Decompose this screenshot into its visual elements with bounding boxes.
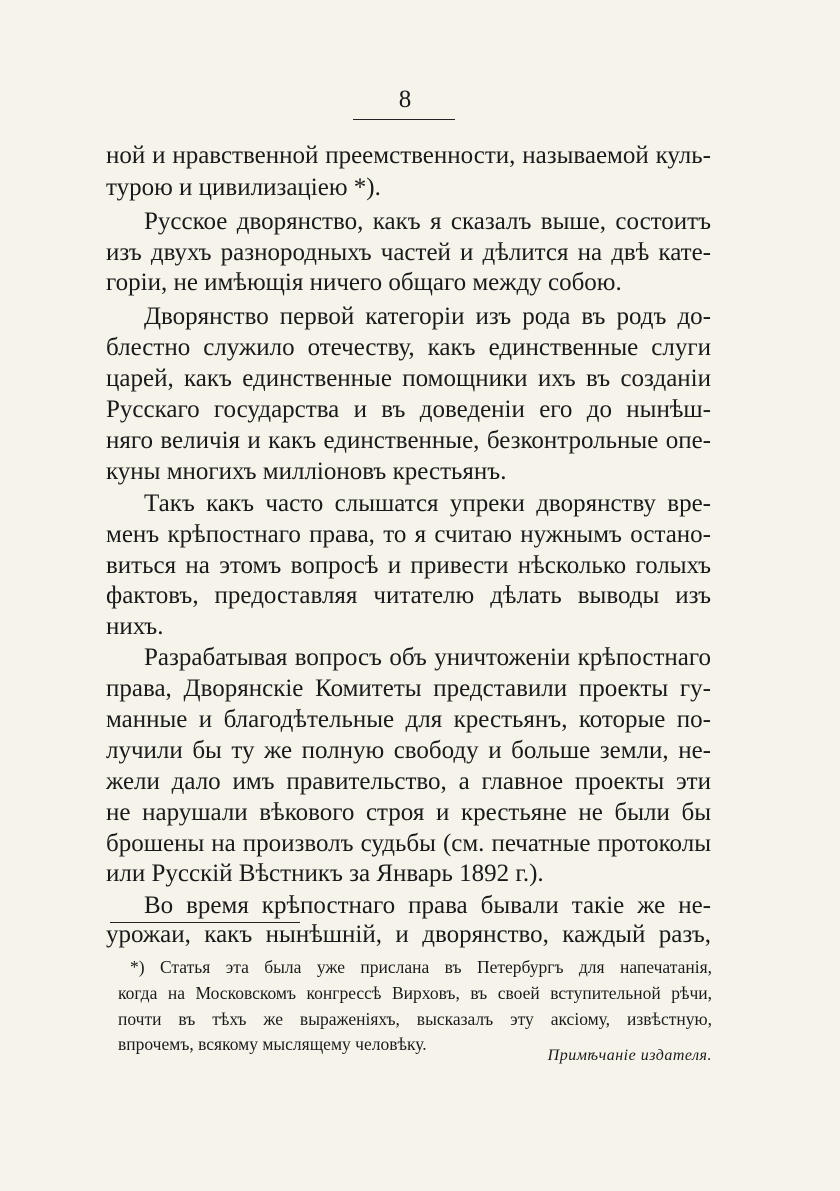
text-line: царей, какъ единственные помощники ихъ въ созданiи — [106, 365, 711, 392]
text-line: нихъ. — [106, 613, 164, 640]
text-line: Разрабатывая вопросъ объ уничтоженiи крѣпостнаго — [144, 644, 711, 671]
text-line: урожаи, какъ нынѣшнiй, и дворянство, каждый разъ, — [106, 921, 711, 948]
footnote-line: почти въ тѣхъ же выраженiяхъ, высказалъ эту аксiому, извѣстную, — [118, 1009, 712, 1029]
text-line: Такъ какъ часто слышатся упреки дворянству вре- — [144, 490, 711, 517]
footnote-rule — [110, 922, 300, 923]
text-line: жели дало имъ правительство, а главное проекты эти — [106, 768, 711, 795]
text-line: Русское дворянство, какъ я сказалъ выше, состоитъ — [144, 208, 711, 235]
text-line: или Русскiй Вѣстникъ за Январь 1892 г.). — [106, 860, 544, 887]
footnote-attribution: Примѣчанiе издателя. — [547, 1047, 712, 1064]
text-line: изъ двухъ разнородныхъ частей и дѣлится на двѣ кате- — [106, 239, 711, 266]
text-line: манные и благодѣтельные для крестьянъ, которые по- — [106, 706, 711, 733]
text-line: фактовъ, предоставляя читателю дѣлать выводы изъ — [106, 582, 711, 609]
text-line: турою и цивилизацiею *). — [106, 174, 381, 201]
text-line: куны многихъ миллiоновъ крестьянъ. — [106, 458, 507, 485]
text-line: брошены на произволъ судьбы (см. печатные протоколы — [106, 830, 711, 857]
text-line: няго величiя и какъ единственные, безконтрольные опе- — [106, 427, 711, 454]
text-line: горiи, не имѣющiя ничего общаго между собою. — [106, 269, 622, 296]
text-line: блестно служило отечеству, какъ единственные слуги — [106, 334, 711, 361]
text-line: не нарушали вѣкового строя и крестьяне не были бы — [106, 799, 711, 826]
footnote-line: впрочемъ, всякому мыслящему человѣку. — [118, 1034, 427, 1054]
text-line: Во время крѣпостнаго права бывали такiе же не- — [144, 892, 711, 919]
text-line: ной и нравственной преемственности, называемой куль- — [106, 142, 711, 169]
text-line: Русскаго государства и въ доведенiи его до нынѣш- — [106, 396, 711, 423]
text-line: права, Дворянскiе Комитеты представили проекты гу- — [106, 675, 711, 702]
footnote-line: *) Статья эта была уже прислана въ Петербургъ для напечатанiя, — [130, 957, 712, 977]
text-line: лучили бы ту же полную свободу и больше земли, не- — [106, 737, 711, 764]
text-line: виться на этомъ вопросѣ и привести нѣсколько голыхъ — [106, 552, 711, 579]
text-line: менъ крѣпостнаго права, то я считаю нужнымъ остано- — [106, 521, 711, 548]
page-number: 8 — [398, 86, 412, 113]
text-line: Дворянство первой категорiи изъ рода въ родъ до- — [144, 303, 711, 330]
page-number-rule — [353, 119, 455, 120]
footnote-line: когда на Московскомъ конгрессѣ Вирховъ, въ своей вступительной рѣчи, — [118, 983, 712, 1003]
